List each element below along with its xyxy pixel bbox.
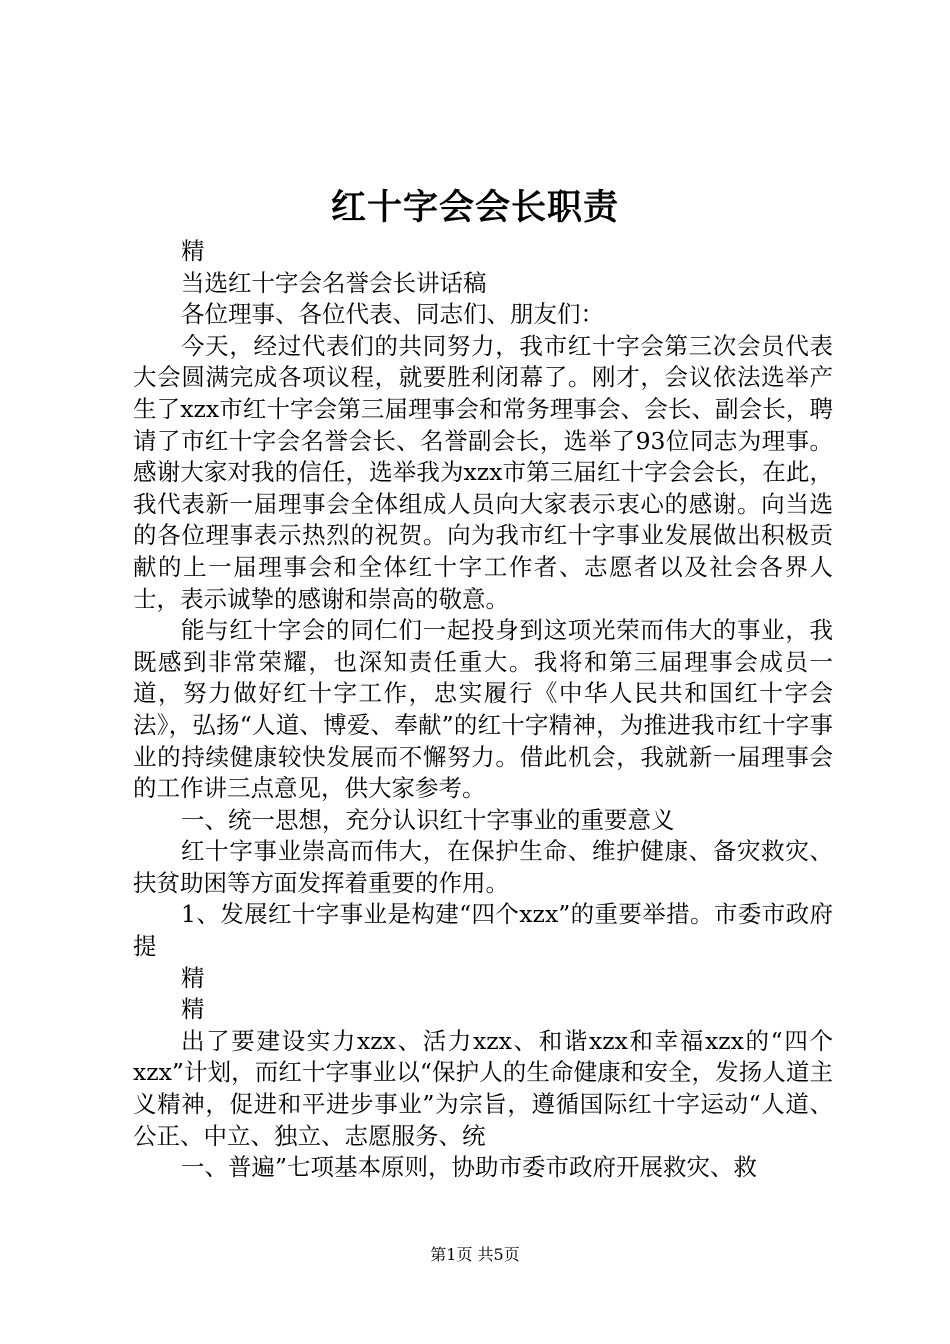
paragraph: 出了要建设实力xzx、活力xzx、和谐xzx和幸福xzx的“四个xzx”计划，而红十字事业以“保护人的生命健康和安全，发扬人道主义精神，促进和平进步事业”为宗旨，遵循国际红十字运动“人道、公正、中立、独立、志愿服务、统 [133, 1026, 833, 1150]
paragraph: 各位理事、各位代表、同志们、朋友们： [181, 300, 604, 329]
paragraph: 今天，经过代表们的共同努力，我市红十字会第三次会员代表大会圆满完成各项议程，就要胜利闭幕了。刚才，会议依法选举产生了xzx市红十字会第三届理事会和常务理事会、会长、副会长，聘请了市红十字会名誉会长、名誉副会长，选举了93位同志为理事。感谢大家对我的信任，选举我为xzx市第三届红十字会会长，在此，我代表新一届理事会全体组成人员向大家表示衷心的感谢。向当选的各位理事表示热烈的祝贺。向为我市红十字事业发展做出积极贡献的上一届理事会和全体红十字工作者、志愿者以及社会各界人士，表示诚挚的感谢和崇高的敬意。 [133, 331, 833, 613]
page-number: 第1页 共5页 [430, 1245, 520, 1264]
paragraph: 一、普遍”七项基本原则，协助市委市政府开展救灾、救 [181, 1153, 758, 1182]
paragraph: 精 [181, 995, 205, 1024]
document-body [133, 236, 833, 1184]
section-heading: 一、统一思想，充分认识红十字事业的重要意义 [181, 805, 675, 834]
paragraph: 能与红十字会的同仁们一起投身到这项光荣而伟大的事业，我既感到非常荣耀，也深知责任重大。我将和第三届理事会成员一道，努力做好红十字工作，忠实履行《中华人民共和国红十字会法》，弘扬“人道、博爱、奉献”的红十字精神，为推进我市红十字事业的持续健康较快发展而不懈努力。借此机会，我就新一届理事会的工作讲三点意见，供大家参考。 [133, 616, 833, 803]
document-title: 红十字会会长职责 [330, 187, 619, 228]
paragraph: 精 [181, 963, 205, 992]
paragraph: 精 [181, 237, 205, 265]
paragraph: 1、发展红十字事业是构建“四个xzx”的重要举措。市委市政府提 [133, 900, 833, 961]
paragraph: 红十字事业崇高而伟大，在保护生命、维护健康、备灾救灾、扶贫助困等方面发挥着重要的作用。 [133, 837, 833, 897]
paragraph: 当选红十字会名誉会长讲话稿 [181, 268, 487, 297]
